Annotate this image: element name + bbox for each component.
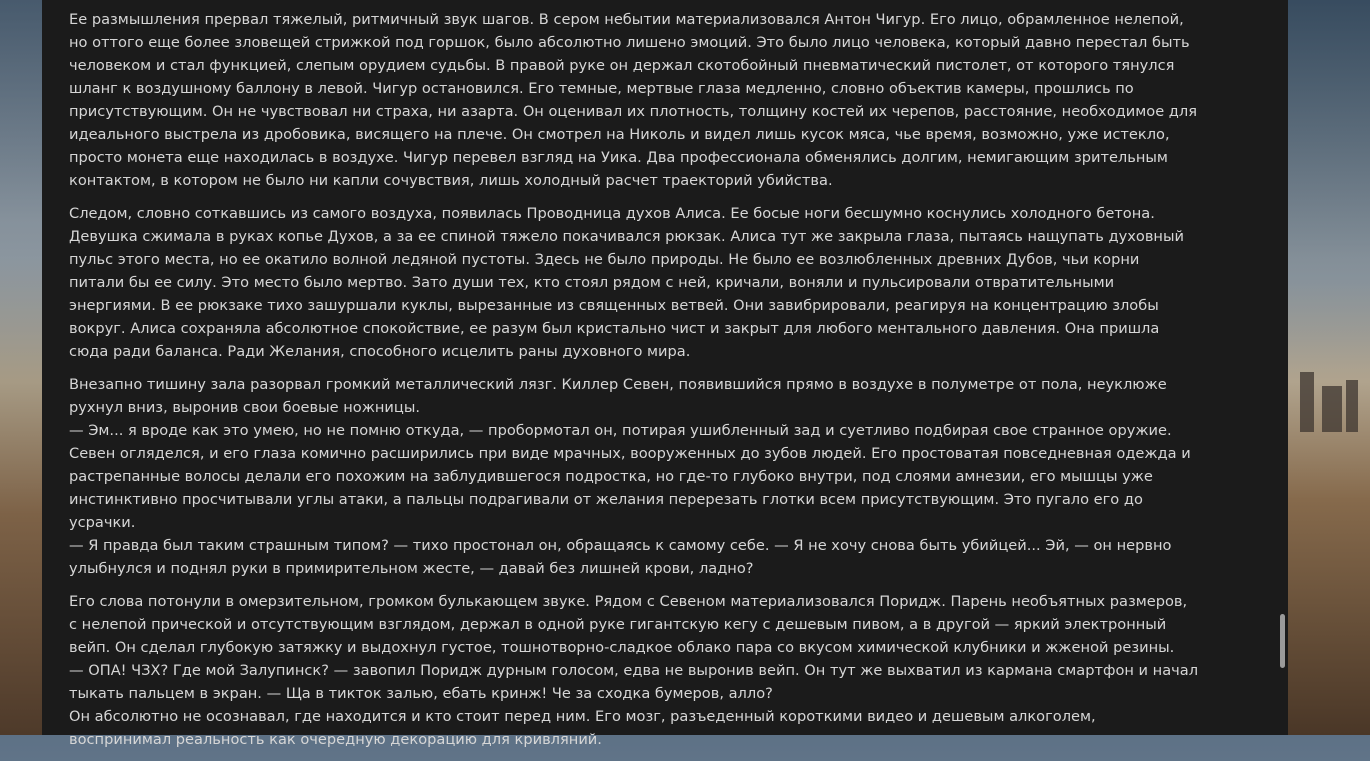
story-line: — Я правда был таким страшным типом? — тихо простонал он, обращаясь к самому себе. — Я не хочу снова быть убийцей... Эй, — он нервно улыбнулся и поднял руки в примирительном жесте, — давай без лишней крови, ладно?	[69, 537, 1172, 577]
background-rock	[1322, 386, 1342, 432]
story-line: Следом, словно соткавшись из самого воздуха, появилась Проводница духов Алиса. Ее босые ноги бесшумно коснулись холодного бетона. Девушка сжимала в руках копье Духов, а за ее спиной тяжело покачивался рюкзак. Алиса тут же закрыла глаза, пытаясь нащупать духовный пульс этого места, но ее окатило волной ледяной пустоты. Здесь не было природы. Не было ее возлюбленных древних Дубов, чьи корни питали бы ее силу. Это место было мертво. Зато души тех, кто стоял рядом с ней, кричали, воняли и пульсировали отвратительными энергиями. В ее рюкзаке тихо зашуршали куклы, вырезанные из священных ветвей. Они завибрировали, реагируя на концентрацию злобы вокруг. Алиса сохраняла абсолютное спокойствие, ее разум был кристально чист и закрыт для любого ментального давления. Она пришла сюда ради баланса. Ради Желания, способного исцелить раны духовного мира.	[69, 205, 1184, 360]
background-rock	[1346, 380, 1358, 432]
story-paragraph	[69, 202, 1199, 363]
story-line: Севен огляделся, и его глаза комично расширились при виде мрачных, вооруженных до зубов людей. Его простоватая повседневная одежда и растрепанные волосы делали его похожим на заблудившегося подростка, но где-то глубоко внутри, под слоями амнезии, его мышцы уже инстинктивно просчитывали углы атаки, а пальцы подрагивали от желания перерезать глотки всем присутствующим. Это пугало его до усрачки.	[69, 445, 1191, 531]
background-left	[0, 0, 42, 735]
story-paragraph	[69, 8, 1199, 192]
story-line: Ее размышления прервал тяжелый, ритмичный звук шагов. В сером небытии материализовался Антон Чигур. Его лицо, обрамленное нелепой, но оттого еще более зловещей стрижкой под горшок, было абсолютно лишено эмоций. Это было лицо человека, который давно перестал быть человеком и стал функцией, слепым орудием судьбы. В правой руке он держал скотобойный пневматический пистолет, от которого тянулся шланг к воздушному баллону в левой. Чигур остановился. Его темные, мертвые глаза медленно, словно объектив камеры, прошлись по присутствующим. Он не чувствовал ни страха, ни азарта. Он оценивал их плотность, толщину костей их черепов, расстояние, необходимое для идеального выстрела из дробовика, висящего на плече. Он смотрел на Николь и видел лишь кусок мяса, чье время, возможно, уже истекло, просто монета еще находилась в воздухе. Чигур перевел взгляд на Уика. Два профессионала обменялись долгим, немигающим зрительным контактом, в котором не было ни капли сочувствия, лишь холодный расчет траекторий убийства.	[69, 11, 1198, 189]
background-right	[1288, 0, 1370, 735]
story-line: — Эм... я вроде как это умею, но не помню откуда, — пробормотал он, потирая ушибленный зад и суетливо подбирая свое странное оружие.	[69, 422, 1172, 439]
story-paragraph	[69, 590, 1199, 751]
story-content	[69, 8, 1199, 761]
scrollbar-thumb[interactable]	[1280, 614, 1285, 668]
background-rock	[1300, 372, 1314, 432]
story-paragraph	[69, 373, 1199, 580]
story-line: Внезапно тишину зала разорвал громкий металлический лязг. Киллер Севен, появившийся прямо в воздухе в полуметре от пола, неуклюже рухнул вниз, выронив свои боевые ножницы.	[69, 376, 1167, 416]
story-line: — ОПА! ЧЗХ? Где мой Залупинск? — завопил Поридж дурным голосом, едва не выронив вейп. Он тут же выхватил из кармана смартфон и начал тыкать пальцем в экран. — Ща в тикток залью, ебать кринж! Че за сходка бумеров, алло?	[69, 662, 1199, 702]
story-line: Он абсолютно не осознавал, где находится и кто стоит перед ним. Его мозг, разъеденный короткими видео и дешевым алкоголем, воспринимал реальность как очередную декорацию для кривляний.	[69, 708, 1096, 748]
story-line: Его слова потонули в омерзительном, громком булькающем звуке. Рядом с Севеном материализовался Поридж. Парень необъятных размеров, с нелепой прической и отсутствующим взглядом, держал в одной руке гигантскую кегу с дешевым пивом, а в другой — яркий электронный вейп. Он сделал глубокую затяжку и выдохнул густое, тошнотворно-сладкое облако пара со вкусом химической клубники и жженой резины.	[69, 593, 1188, 656]
